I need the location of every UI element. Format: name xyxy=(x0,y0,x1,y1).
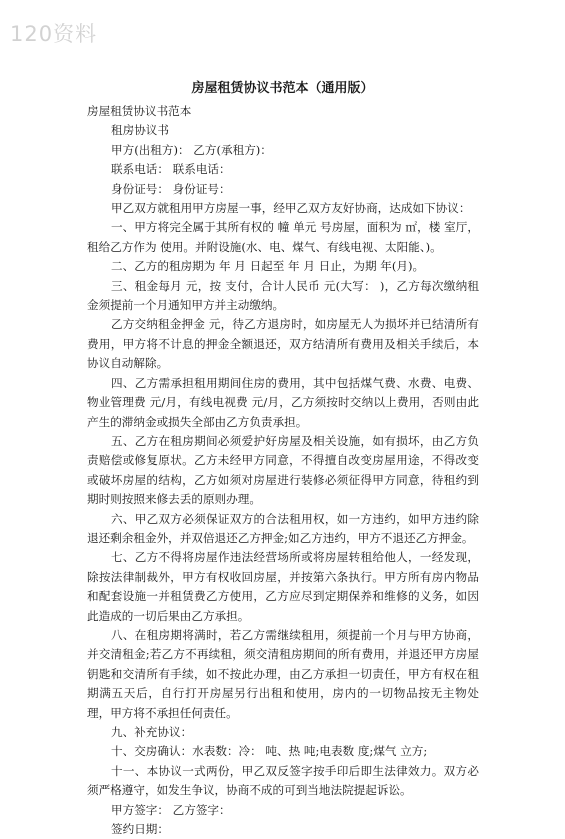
id-number-line: 身份证号： 身份证号： xyxy=(111,181,231,196)
signature-line: 甲方签字： 乙方签字： xyxy=(111,802,231,817)
phone-line: 联系电话： 联系电话： xyxy=(111,162,231,177)
clause-2: 二、乙方的租房期为 年 月 日起至 年 月 日止，为期 年(月)。 xyxy=(111,259,425,274)
document-body xyxy=(87,102,479,839)
clause-6: 六、甲乙双方必须保证双方的合法租用权，如一方违约，如甲方违约除退还剩余租金外，并双倍退还乙方押金;如乙方违约，甲方不退还乙方押金。 xyxy=(87,511,479,545)
party-line: 甲方(出租方)： 乙方(承租方)： xyxy=(111,142,272,157)
clause-3: 三、租金每月 元，按 支付，合计人民币 元(大写： )，乙方每次缴纳租金须提前一个月通知甲方并主动缴纳。 xyxy=(87,278,479,313)
doc-heading-line: 房屋租赁协议书范本 xyxy=(87,104,192,118)
watermark-logo: 120资料 xyxy=(10,22,98,46)
document-title: 房屋租赁协议书范本（通用版） xyxy=(191,81,374,96)
clause-10: 十、交房确认：水表数：冷： 吨、热 吨;电表数 度;煤气 立方; xyxy=(111,744,428,759)
deposit-paragraph: 乙方交纳租金押金 元，待乙方退房时，如房屋无人为损坏并已结清所有费用，甲方将不计息的押金全额退还，双方结清所有费用及相关手续后，本协议自动解除。 xyxy=(87,317,479,371)
clause-11: 十一、本协议一式两份，甲乙双反签字按手印后即生法律效力。双方必须严格遵守，如发生争议，协商不成的可到当地法院提起诉讼。 xyxy=(87,763,479,798)
clause-7: 七、乙方不得将房屋作违法经营场所或将房屋转租给他人，一经发现，除按法律制裁外，甲方有权收回房屋，并按第六条执行。甲方所有房内物品和配套设施一并租赁费乙方使用，乙方应尽到定期保养和维修的义务，如因此造成的一切后果由乙方承担。 xyxy=(87,550,479,623)
intro-paragraph: 甲乙双方就租用甲方房屋一事，经甲乙双方友好协商，达成如下协议： xyxy=(111,201,471,216)
signing-date-line: 签约日期： xyxy=(111,822,169,837)
clause-1: 一、甲方将完全属于其所有权的 幢 单元 号房屋，面积为 ㎡，楼 室厅，租给乙方作为 使用。并附设施(水、电、煤气、有线电视、太阳能、)。 xyxy=(87,220,479,254)
clause-4: 四、乙方需承担租用期间住房的费用，其中包括煤气费、水费、电费、物业管理费 元/月，有线电视费 元/月，乙方须按时交纳以上费用，否则由此产生的滞纳金或损失全部由乙方负责承担。 xyxy=(87,375,479,429)
clause-8: 八、在租房期将满时，若乙方需继续租用，须提前一个月与甲方协商，并交清租金;若乙方不再续租，须交清租房期间的所有费用，并退还甲方房屋钥匙和交清所有手续，如不按此办理，由乙方承担一切责任，甲方有权在租期满五天后，自行打开房屋另行出租和使用，房内的一切物品按无主物处理，甲方将不承担任何责任。 xyxy=(87,627,479,720)
clause-5: 五、乙方在租房期间必须爱护好房屋及相关设施，如有损坏，由乙方负责赔偿或修复原状。乙方未经甲方同意，不得擅自改变房屋用途，不得改变或破坏房屋的结构，乙方如须对房屋进行装修必须征得甲方同意，待租约到期时则按照来修去丢的原则办理。 xyxy=(87,433,479,507)
clause-9: 九、补充协议： xyxy=(111,725,193,739)
agreement-heading: 租房协议书 xyxy=(111,123,169,138)
